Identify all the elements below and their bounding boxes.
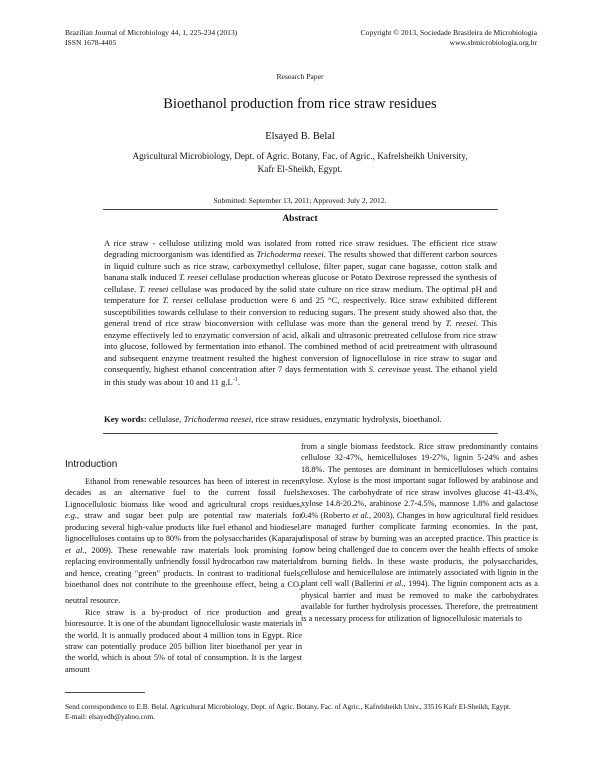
abstract-top-rule xyxy=(103,209,498,210)
footnote-address: Send correspondence to E.B. Belal. Agricultural Microbiology, Dept. of Agric. Botany, Fac. of Agric., Kafrelsheikh Univ., 33516 Kafr El-Sheikh, Egypt. xyxy=(65,702,511,711)
correspondence-footnote xyxy=(65,702,545,722)
paper-title: Bioethanol production from rice straw residues xyxy=(163,96,437,112)
issn: ISSN 1678-4405 xyxy=(65,37,117,47)
website-link[interactable]: www.sbmicrobiologia.org.br xyxy=(449,37,537,47)
journal-citation: Brazilian Journal of Microbiology 44, 1, 225-234 (2013) xyxy=(65,28,238,37)
intro-paragraph-2: Rice straw is a by-product of rice production and great bioresource. It is one of the abundant lignocellulosic waste materials in the world. It is annually produced about 4 million tons in Egypt. Rice straw can potentially produce 205 billion liter bioethanol per year in the world, which is about 5% of total of consumption. It is the largest amount xyxy=(65,607,302,674)
abstract-heading: Abstract xyxy=(282,214,318,224)
footnote-rule xyxy=(65,692,145,693)
paper-type: Research Paper xyxy=(276,72,324,81)
footnote-email: E-mail: elsayedb@yahoo.com. xyxy=(65,712,155,721)
author: Elsayed B. Belal xyxy=(265,131,335,142)
affiliation xyxy=(90,150,510,175)
introduction-heading: Introduction xyxy=(65,459,118,470)
keywords-bottom-rule xyxy=(103,433,498,434)
copyright: Copyright © 2013, Sociedade Brasileira de Microbiologia xyxy=(360,28,537,37)
copyright-header xyxy=(361,28,537,47)
affiliation-line-1: Agricultural Microbiology, Dept. of Agric. Botany, Fac. of Agric., Kafrelsheikh University, xyxy=(132,151,468,161)
right-column xyxy=(301,441,538,624)
keywords: Key words: cellulase, Trichoderma reesei, rice straw residues, enzymatic hydrolysis, bioethanol. xyxy=(104,414,442,424)
intro-paragraph-2-continued: from a single biomass feedstock. Rice straw predominantly contains cellulose 32-47%, hemicelluloses 19-27%, lignin 5-24% and ashes 18.8%. The pentoses are dominant in hemicelluloses which contains xylose. Xylose is the most important sugar followed by arabinose and hexoses. The carbohydrate of rice straw involves glucose 41-43.4%, xylose 14.8-20.2%, arabinose 2.7-4.5%, mannose 1.8% and galactose 0.4% (Roberto et al., 2003). Changes in how agricultural field residues are managed further complicate farming economies. In the past, disposal of straw by burning was an accepted practice. This practice is now being challenged due to concern over the health effects of smoke from burning fields. In these waste products, the polysaccharides, cellulose and hemicellulose are intimately associated with lignin in the plant cell wall (Ballerini et al., 1994). The lignin component acts as a physical barrier and must be removed to make the carbohydrates available for further hydrolysis processes. Therefore, the pretreatment is a necessary process for utilization of lignocellulosic materials to xyxy=(301,442,538,623)
journal-header xyxy=(65,28,237,47)
intro-paragraph-1: Ethanol from renewable resources has been of interest in recent decades as an alternative fuel to the current fossil fuels. Lignocellulosic biomass like wood and agricultural crops residues, e.g., straw and sugar beet pulp are potential raw materials for producing several high-value products like fuel ethanol and biodiesel. lignocelluloses contains up to 80% from the polysaccharides (Kaparaju et al., 2009). These renewable raw materials look promising for replacing environmentally unfriendly fossil hydrocarbon raw materials and hence, creating "green" products. In contrast to traditional fuels, bioethanol does not contribute to the greenhouse effect, being a $CO_2$ neutral resource. xyxy=(65,477,302,606)
submission-dates: Submitted: September 13, 2011; Approved: July 2, 2012. xyxy=(213,196,387,205)
affiliation-line-2: Kafr El-Sheikh, Egypt. xyxy=(257,163,343,174)
abstract-text: A rice straw - cellulose utilizing mold was isolated from rotted rice straw residues. The efficient rice straw degrading microorganism was identified as Trichoderma reesei. The results showed that different carbon sources in liquid culture such as rice straw, carboxymethyl cellulose, filter paper, sugar cane bagasse, cotton stalk and banana stalk induced T. reesei cellulase production whereas glucose or Potato Dextrose repressed the synthesis of cellulase. T. reesei cellulase was produced by the solid state culture on rice straw medium. The optimal pH and temperature for T. reesei cellulase production were 6 and 25 °C, respectively. Rice straw exhibited different susceptibilities towards cellulase to their conversion to reducing sugars. The present study showed also that, the general trend of rice straw bioconversion with cellulase was more than the general trend by T. reesei. This enzyme effectively led to enzymatic conversion of acid, alkali and ultrasonic pretreated cellulose from rice straw into glucose, followed by fermentation into ethanol. The combined method of acid pretreatment with ultrasound and subsequent enzyme treatment resulted the highest conversion of lignocellulose in rice straw to sugar and consequently, highest ethanol concentration after 7 days fermentation with S. cerevisae yeast. The ethanol yield in this study was about 10 and 11 $g.L^{-1}$. xyxy=(104,238,498,388)
left-column xyxy=(65,476,302,675)
